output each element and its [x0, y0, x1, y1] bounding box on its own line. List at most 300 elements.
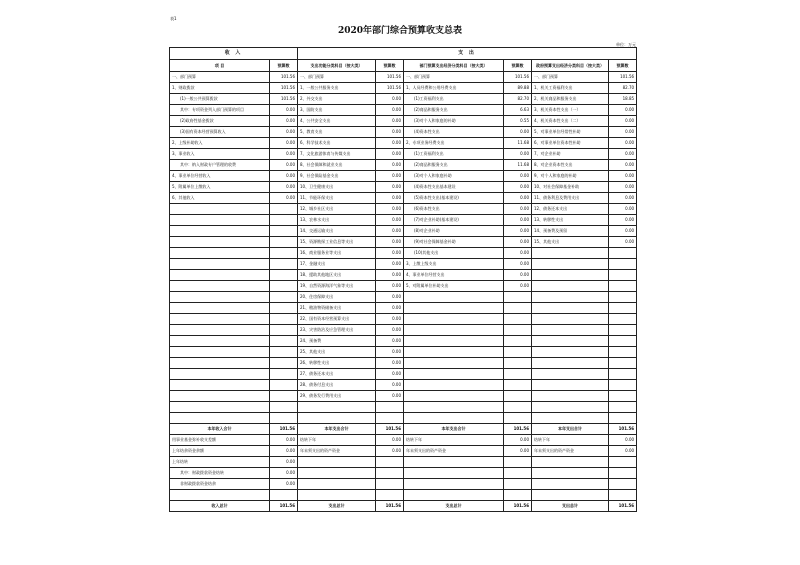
- budget-value-cell: 0.00: [609, 226, 637, 237]
- table-row: [170, 127, 637, 138]
- item-label-cell: 其中：专项资金列入部门预算的项目: [170, 105, 270, 116]
- item-label-cell: 11、节能环保支出: [298, 193, 376, 204]
- budget-value-cell: [609, 468, 637, 479]
- item-label-cell: [170, 281, 270, 292]
- budget-value-cell: 0.00: [376, 237, 404, 248]
- budget-value-cell: 101.56: [270, 72, 298, 83]
- budget-value-cell: 0.00: [504, 237, 532, 248]
- item-label-cell: (3)对个人和家庭的补助: [404, 116, 504, 127]
- budget-value-cell: 0.00: [376, 358, 404, 369]
- item-label-cell: 13、农林水支出: [298, 215, 376, 226]
- item-label-cell: [532, 457, 609, 468]
- item-label-cell: 5、教育支出: [298, 127, 376, 138]
- item-label-cell: [532, 358, 609, 369]
- budget-value-cell: 0.00: [270, 468, 298, 479]
- item-label-cell: [404, 325, 504, 336]
- budget-value-cell: 0.00: [504, 248, 532, 259]
- item-label-cell: 20、住房保障支出: [298, 292, 376, 303]
- budget-value-cell: [504, 292, 532, 303]
- item-label-cell: 19、自然资源海洋气象等支出: [298, 281, 376, 292]
- item-label-cell: [404, 380, 504, 391]
- item-label-cell: 6、对事业单位资本性补助: [532, 138, 609, 149]
- item-label-cell: [532, 402, 609, 413]
- item-label-cell: 一、部门预算: [404, 72, 504, 83]
- item-label-cell: 25、其他支出: [298, 347, 376, 358]
- item-label-cell: 14、交通运输支出: [298, 226, 376, 237]
- budget-value-cell: [609, 457, 637, 468]
- item-label-cell: [532, 413, 609, 424]
- table-tag: 表1: [170, 16, 177, 21]
- budget-value-cell: 0.00: [270, 138, 298, 149]
- table-row: [170, 259, 637, 270]
- item-label-cell: 其中：纳入财政专户管理的收费: [170, 160, 270, 171]
- item-label-cell: 收入总计: [170, 501, 270, 512]
- item-label-cell: [404, 292, 504, 303]
- col-budget-header: 预算数: [270, 60, 298, 72]
- budget-value-cell: 0.00: [376, 204, 404, 215]
- budget-value-cell: 0.00: [376, 248, 404, 259]
- budget-value-cell: [376, 468, 404, 479]
- item-label-cell: 年末须支出的资产资金: [532, 446, 609, 457]
- item-label-cell: [404, 402, 504, 413]
- item-label-cell: [170, 336, 270, 347]
- item-label-cell: 4、公共安全支出: [298, 116, 376, 127]
- item-label-cell: 6、科学技术支出: [298, 138, 376, 149]
- col-gov-header: 政府预算支出经济分类科目（按大类）: [532, 60, 609, 72]
- budget-value-cell: 0.00: [376, 116, 404, 127]
- budget-value-cell: 0.00: [504, 446, 532, 457]
- table-row: [170, 83, 637, 94]
- item-label-cell: [404, 369, 504, 380]
- table-row: [170, 149, 637, 160]
- table-row: [170, 72, 637, 83]
- col-item-header: 项 目: [170, 60, 270, 72]
- item-label-cell: 15、其他支出: [532, 237, 609, 248]
- item-label-cell: [532, 248, 609, 259]
- item-label-cell: 5、对附属单位补助支出: [404, 281, 504, 292]
- budget-value-cell: [609, 336, 637, 347]
- item-label-cell: 一、部门预算: [532, 72, 609, 83]
- budget-value-cell: [609, 479, 637, 490]
- budget-value-cell: [609, 391, 637, 402]
- budget-value-cell: 101.56: [270, 501, 298, 512]
- budget-value-cell: 0.00: [504, 259, 532, 270]
- item-label-cell: [170, 259, 270, 270]
- balance-row: [170, 446, 637, 457]
- grand-total-row: [170, 501, 637, 512]
- item-label-cell: 结转下年: [298, 435, 376, 446]
- budget-value-cell: 0.00: [376, 127, 404, 138]
- budget-value-cell: [270, 314, 298, 325]
- budget-value-cell: 101.56: [504, 72, 532, 83]
- budget-value-cell: 0.00: [376, 314, 404, 325]
- item-label-cell: [404, 468, 504, 479]
- budget-value-cell: 0.00: [376, 446, 404, 457]
- budget-value-cell: [270, 413, 298, 424]
- budget-value-cell: 0.00: [376, 182, 404, 193]
- budget-value-cell: [270, 380, 298, 391]
- budget-value-cell: 101.56: [270, 94, 298, 105]
- item-label-cell: (3)对个人和家庭补助: [404, 171, 504, 182]
- budget-value-cell: [504, 369, 532, 380]
- item-label-cell: [170, 391, 270, 402]
- item-label-cell: [532, 325, 609, 336]
- budget-value-cell: 0.00: [376, 292, 404, 303]
- budget-value-cell: [270, 226, 298, 237]
- item-label-cell: [170, 270, 270, 281]
- budget-value-cell: [270, 358, 298, 369]
- item-label-cell: [404, 479, 504, 490]
- table-row: [170, 314, 637, 325]
- table-row: [170, 336, 637, 347]
- item-label-cell: [404, 303, 504, 314]
- total-label-cell: 本年支出合计: [404, 424, 504, 435]
- budget-value-cell: [270, 402, 298, 413]
- item-label-cell: [532, 336, 609, 347]
- budget-value-cell: [270, 204, 298, 215]
- item-label-cell: [170, 358, 270, 369]
- budget-value-cell: 82.70: [504, 94, 532, 105]
- budget-value-cell: 0.00: [376, 160, 404, 171]
- budget-value-cell: [270, 215, 298, 226]
- table-row: [170, 358, 637, 369]
- budget-value-cell: 0.00: [504, 182, 532, 193]
- item-label-cell: [532, 369, 609, 380]
- budget-value-cell: [504, 303, 532, 314]
- total-value-cell: 101.56: [504, 424, 532, 435]
- budget-value-cell: [270, 347, 298, 358]
- item-label-cell: [532, 347, 609, 358]
- budget-value-cell: 101.56: [270, 83, 298, 94]
- budget-value-cell: 0.00: [270, 127, 298, 138]
- budget-value-cell: [270, 391, 298, 402]
- item-label-cell: 7、对企业补助: [532, 149, 609, 160]
- budget-value-cell: [504, 336, 532, 347]
- budget-value-cell: 0.00: [609, 160, 637, 171]
- table-row: [170, 193, 637, 204]
- table-row: [170, 248, 637, 259]
- item-label-cell: 23、灾害防治及应急管理支出: [298, 325, 376, 336]
- item-label-cell: 26、转移性支出: [298, 358, 376, 369]
- item-label-cell: [298, 413, 376, 424]
- item-label-cell: (7)对企业补助(基本建设): [404, 215, 504, 226]
- item-label-cell: 28、债务付息支出: [298, 380, 376, 391]
- item-label-cell: [170, 490, 270, 501]
- budget-value-cell: 0.00: [609, 237, 637, 248]
- table-row: [170, 226, 637, 237]
- budget-value-cell: 0.00: [504, 226, 532, 237]
- balance-row: [170, 490, 637, 501]
- budget-value-cell: 101.56: [376, 83, 404, 94]
- page-title: 2020年部门综合预算收支总表: [337, 26, 463, 36]
- total-label-cell: 本年收入合计: [170, 424, 270, 435]
- item-label-cell: [404, 490, 504, 501]
- item-label-cell: 结转下年: [404, 435, 504, 446]
- table-row: [170, 160, 637, 171]
- item-label-cell: [298, 457, 376, 468]
- table-row: [170, 116, 637, 127]
- item-label-cell: 3、机关资本性支出（一）: [532, 105, 609, 116]
- item-label-cell: [170, 248, 270, 259]
- budget-value-cell: [504, 413, 532, 424]
- budget-value-cell: [270, 336, 298, 347]
- unit-label: 单位：万元: [616, 42, 636, 47]
- item-label-cell: [298, 468, 376, 479]
- item-label-cell: [532, 468, 609, 479]
- budget-value-cell: 0.00: [376, 138, 404, 149]
- item-label-cell: [532, 479, 609, 490]
- budget-value-cell: [376, 402, 404, 413]
- item-label-cell: [532, 391, 609, 402]
- budget-value-cell: [609, 314, 637, 325]
- item-label-cell: 18、援助其他地区支出: [298, 270, 376, 281]
- item-label-cell: 15、资源勘探工业信息等支出: [298, 237, 376, 248]
- budget-value-cell: [504, 479, 532, 490]
- item-label-cell: [170, 325, 270, 336]
- budget-value-cell: 0.00: [376, 303, 404, 314]
- budget-value-cell: 0.00: [376, 325, 404, 336]
- budget-value-cell: 0.00: [376, 435, 404, 446]
- item-label-cell: 29、债务发行费用支出: [298, 391, 376, 402]
- item-label-cell: (4)资本性支出: [404, 127, 504, 138]
- budget-value-cell: [504, 358, 532, 369]
- item-label-cell: [532, 259, 609, 270]
- item-label-cell: 14、预备费及预留: [532, 226, 609, 237]
- item-label-cell: [532, 380, 609, 391]
- budget-value-cell: 0.00: [376, 94, 404, 105]
- item-label-cell: 2、机关商品和服务支出: [532, 94, 609, 105]
- budget-value-cell: 0.00: [504, 127, 532, 138]
- item-label-cell: 支出总计: [532, 501, 609, 512]
- item-label-cell: 27、债务还本支出: [298, 369, 376, 380]
- item-label-cell: 22、国有资本经营预算支出: [298, 314, 376, 325]
- budget-value-cell: [270, 281, 298, 292]
- budget-value-cell: [504, 402, 532, 413]
- item-label-cell: (1)工资福利支出: [404, 94, 504, 105]
- item-label-cell: 结转下年: [532, 435, 609, 446]
- item-label-cell: [170, 226, 270, 237]
- item-label-cell: 1、人员经费和公用经费支出: [404, 83, 504, 94]
- table-row: [170, 171, 637, 182]
- budget-value-cell: [376, 413, 404, 424]
- item-label-cell: [404, 457, 504, 468]
- budget-value-cell: 0.00: [609, 215, 637, 226]
- budget-value-cell: [504, 457, 532, 468]
- budget-value-cell: 0.00: [376, 281, 404, 292]
- budget-value-cell: 0.00: [609, 204, 637, 215]
- item-label-cell: [298, 479, 376, 490]
- budget-value-cell: 0.00: [376, 380, 404, 391]
- item-label-cell: [404, 391, 504, 402]
- table-row: [170, 204, 637, 215]
- item-label-cell: (4)资本性支出基本建设: [404, 182, 504, 193]
- item-label-cell: 4、机关资本性支出（二）: [532, 116, 609, 127]
- item-label-cell: 8、对企业资本性支出: [532, 160, 609, 171]
- budget-value-cell: 0.55: [504, 116, 532, 127]
- income-header: 收 入: [170, 48, 298, 60]
- budget-value-cell: 0.00: [609, 105, 637, 116]
- budget-value-cell: [270, 490, 298, 501]
- total-value-cell: 101.56: [609, 424, 637, 435]
- budget-value-cell: [609, 281, 637, 292]
- table-row: [170, 182, 637, 193]
- budget-value-cell: 18.85: [609, 94, 637, 105]
- item-label-cell: 7、文化旅游体育与传媒支出: [298, 149, 376, 160]
- item-label-cell: 9、社会保险基金支出: [298, 171, 376, 182]
- item-label-cell: [404, 358, 504, 369]
- table-row: [170, 402, 637, 413]
- budget-value-cell: 0.00: [270, 479, 298, 490]
- item-label-cell: [404, 336, 504, 347]
- item-label-cell: 4、事业单位经营支出: [404, 270, 504, 281]
- budget-value-cell: 101.56: [376, 501, 404, 512]
- totals-row: [170, 424, 637, 435]
- table-row: [170, 281, 637, 292]
- col-budget-header: 预算数: [609, 60, 637, 72]
- budget-value-cell: 0.00: [270, 116, 298, 127]
- item-label-cell: [170, 413, 270, 424]
- budget-value-cell: 0.00: [376, 215, 404, 226]
- budget-value-cell: 0.00: [376, 105, 404, 116]
- item-label-cell: [170, 402, 270, 413]
- budget-value-cell: 0.00: [376, 270, 404, 281]
- item-label-cell: (8)对企业补助: [404, 226, 504, 237]
- budget-value-cell: [504, 468, 532, 479]
- item-label-cell: 1、财政拨款: [170, 83, 270, 94]
- budget-value-cell: 82.70: [609, 83, 637, 94]
- table-row: [170, 369, 637, 380]
- budget-value-cell: [504, 325, 532, 336]
- item-label-cell: 非财政拨款资金结余: [170, 479, 270, 490]
- budget-value-cell: 0.00: [270, 149, 298, 160]
- col-budget-header: 预算数: [376, 60, 404, 72]
- budget-value-cell: [504, 314, 532, 325]
- budget-value-cell: [270, 369, 298, 380]
- item-label-cell: [170, 369, 270, 380]
- budget-value-cell: [376, 479, 404, 490]
- item-label-cell: (3)国有资本经营预算收入: [170, 127, 270, 138]
- table-row: [170, 138, 637, 149]
- total-value-cell: 101.56: [270, 424, 298, 435]
- budget-value-cell: [609, 303, 637, 314]
- item-label-cell: [532, 303, 609, 314]
- item-label-cell: [532, 490, 609, 501]
- item-label-cell: [404, 314, 504, 325]
- item-label-cell: 8、社会保障和就业支出: [298, 160, 376, 171]
- table-row: [170, 303, 637, 314]
- item-label-cell: 5、附属单位上缴收入: [170, 182, 270, 193]
- item-label-cell: (1)一般公共预算拨款: [170, 94, 270, 105]
- item-label-cell: 13、转移性支出: [532, 215, 609, 226]
- expense-header: 支 出: [298, 48, 637, 60]
- budget-value-cell: 0.00: [270, 457, 298, 468]
- total-value-cell: 101.56: [376, 424, 404, 435]
- col-func-header: 支出功能分类科目（按大类）: [298, 60, 376, 72]
- table-row: [170, 94, 637, 105]
- balance-row: [170, 468, 637, 479]
- budget-table: [169, 47, 637, 512]
- item-label-cell: [170, 215, 270, 226]
- budget-value-cell: [609, 380, 637, 391]
- item-label-cell: 上年结转: [170, 457, 270, 468]
- item-label-cell: 21、粮油物资储备支出: [298, 303, 376, 314]
- item-label-cell: [532, 281, 609, 292]
- item-label-cell: 12、城乡社区支出: [298, 204, 376, 215]
- budget-value-cell: [270, 248, 298, 259]
- budget-value-cell: 0.00: [504, 281, 532, 292]
- budget-value-cell: 6.63: [504, 105, 532, 116]
- item-label-cell: 年末须支出的资产资金: [404, 446, 504, 457]
- item-label-cell: 3、事业收入: [170, 149, 270, 160]
- budget-value-cell: [609, 347, 637, 358]
- item-label-cell: [170, 204, 270, 215]
- budget-value-cell: 101.56: [609, 72, 637, 83]
- budget-value-cell: [609, 402, 637, 413]
- item-label-cell: 1、机关工资福利支出: [532, 83, 609, 94]
- item-label-cell: [298, 402, 376, 413]
- budget-value-cell: 0.00: [376, 391, 404, 402]
- table-row: [170, 292, 637, 303]
- budget-value-cell: [609, 490, 637, 501]
- budget-value-cell: [609, 369, 637, 380]
- budget-value-cell: [376, 490, 404, 501]
- item-label-cell: (2)商品和服务支出: [404, 160, 504, 171]
- item-label-cell: 3、上缴上级支出: [404, 259, 504, 270]
- table-row: [170, 270, 637, 281]
- item-label-cell: 其中：财政拨款资金结转: [170, 468, 270, 479]
- table-row: [170, 347, 637, 358]
- budget-value-cell: [270, 237, 298, 248]
- budget-value-cell: 0.00: [504, 435, 532, 446]
- budget-value-cell: [376, 457, 404, 468]
- table-row: [170, 105, 637, 116]
- budget-value-cell: 101.56: [376, 72, 404, 83]
- item-label-cell: 1、一般公共服务支出: [298, 83, 376, 94]
- item-label-cell: (6)资本性支出: [404, 204, 504, 215]
- item-label-cell: [170, 237, 270, 248]
- budget-value-cell: [270, 292, 298, 303]
- item-label-cell: 支出总计: [298, 501, 376, 512]
- item-label-cell: 支出总计: [404, 501, 504, 512]
- col-budget-header: 预算数: [504, 60, 532, 72]
- item-label-cell: 17、金融支出: [298, 259, 376, 270]
- item-label-cell: 11、债务利息及费用支出: [532, 193, 609, 204]
- budget-value-cell: 0.00: [609, 171, 637, 182]
- budget-value-cell: 0.00: [376, 171, 404, 182]
- balance-row: [170, 479, 637, 490]
- item-label-cell: 10、对社会保障基金补助: [532, 182, 609, 193]
- item-label-cell: [170, 380, 270, 391]
- item-label-cell: (10)其他支出: [404, 248, 504, 259]
- budget-value-cell: [609, 292, 637, 303]
- budget-value-cell: 0.00: [609, 127, 637, 138]
- budget-value-cell: 0.00: [504, 204, 532, 215]
- item-label-cell: 一、部门预算: [298, 72, 376, 83]
- budget-value-cell: 11.68: [504, 160, 532, 171]
- table-row: [170, 380, 637, 391]
- item-label-cell: 年末须支出的资产资金: [298, 446, 376, 457]
- item-label-cell: 6、其他收入: [170, 193, 270, 204]
- balance-row: [170, 435, 637, 446]
- budget-value-cell: 0.00: [270, 105, 298, 116]
- table-row: [170, 325, 637, 336]
- budget-value-cell: [504, 490, 532, 501]
- budget-value-cell: 11.68: [504, 138, 532, 149]
- item-label-cell: (2)政府性基金拨款: [170, 116, 270, 127]
- table-row: [170, 413, 637, 424]
- table-row: [170, 391, 637, 402]
- budget-value-cell: 0.00: [609, 182, 637, 193]
